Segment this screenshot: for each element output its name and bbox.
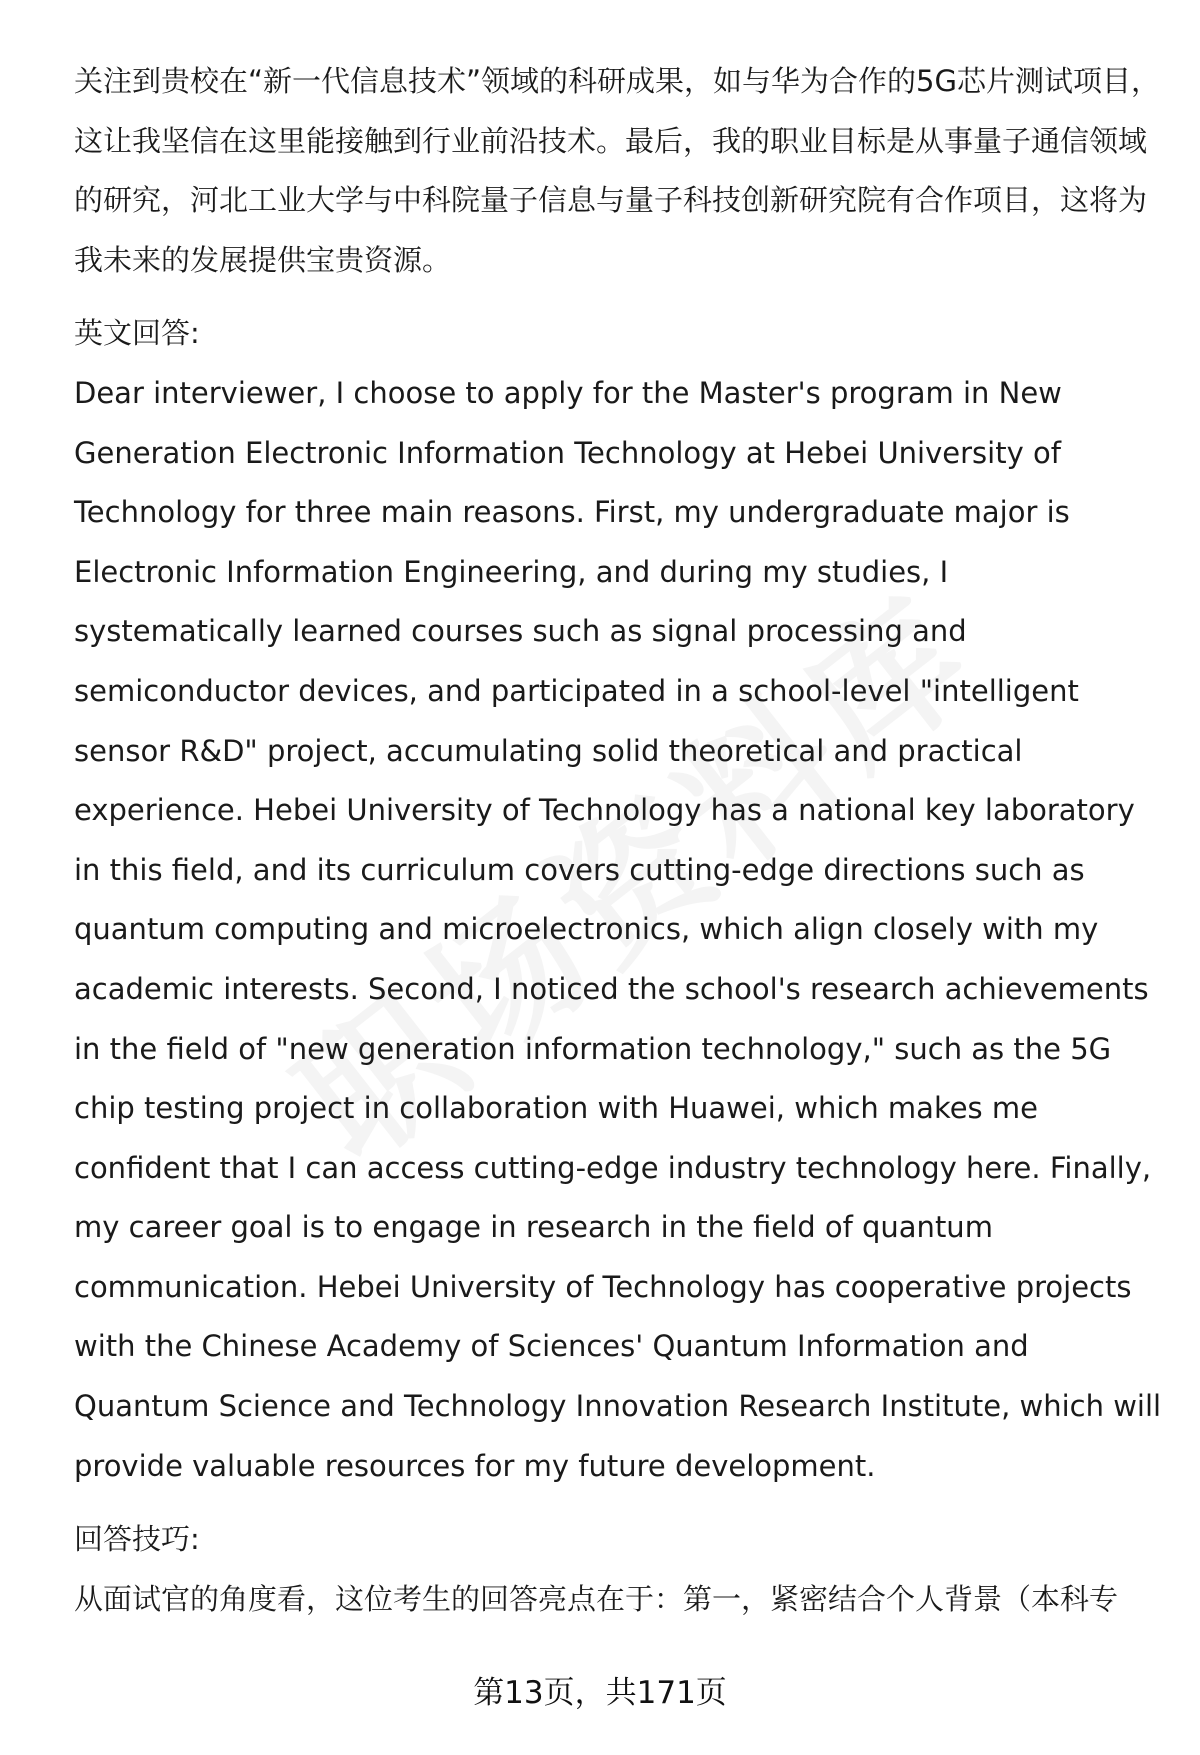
- english-answer-paragraph: Dear interviewer, I choose to apply for the Master's program in New Generation Electronic Information Technology at Hebei University of Technology for three main reasons. First, my undergraduate major is Electronic Information Engineering, and during my studies, I systematically learned courses such as signal processing and semiconductor devices, and participated in a school-level "intelligent sensor R&D" project, accumulating solid theoretical and practical experience. Hebei University of Technology has a national key laboratory in this field, and its curriculum covers cutting-edge directions such as quantum computing and microelectronics, which align closely with my academic interests. Second, I noticed the school's research achievements in the field of "new generation information technology," such as the 5G chip testing project in collaboration with Huawei, which makes me confident that I can access cutting-edge industry technology here. Finally, my career goal is to engage in research in the field of quantum communication. Hebei University of Technology has cooperative projects with the Chinese Academy of Sciences' Quantum Information and Quantum Science and Technology Innovation Research Institute, which will provide valuable resources for my future development.: [74, 375, 1162, 1483]
- spacer: [74, 1496, 1164, 1510]
- intro-paragraph: 关注到贵校在“新一代信息技术”领域的科研成果，如与华为合作的5G芯片测试项目，这让我坚信在这里能接触到行业前沿技术。最后，我的职业目标是从事量子通信领域的研究，河北工业大学与中科院量子信息与量子科技创新研究院有合作项目，这将为我未来的发展提供宝贵资源。: [74, 64, 1160, 277]
- document-body: [74, 52, 1164, 1629]
- english-answer-heading: 英文回答:: [74, 316, 200, 351]
- spacer: [74, 290, 1164, 304]
- page-number: 第13页，共171页: [473, 1675, 727, 1711]
- tips-heading: 回答技巧:: [74, 1522, 200, 1557]
- tips-paragraph: 从面试官的角度看，这位考生的回答亮点在于：第一，紧密结合个人背景（本科专: [74, 1581, 1119, 1616]
